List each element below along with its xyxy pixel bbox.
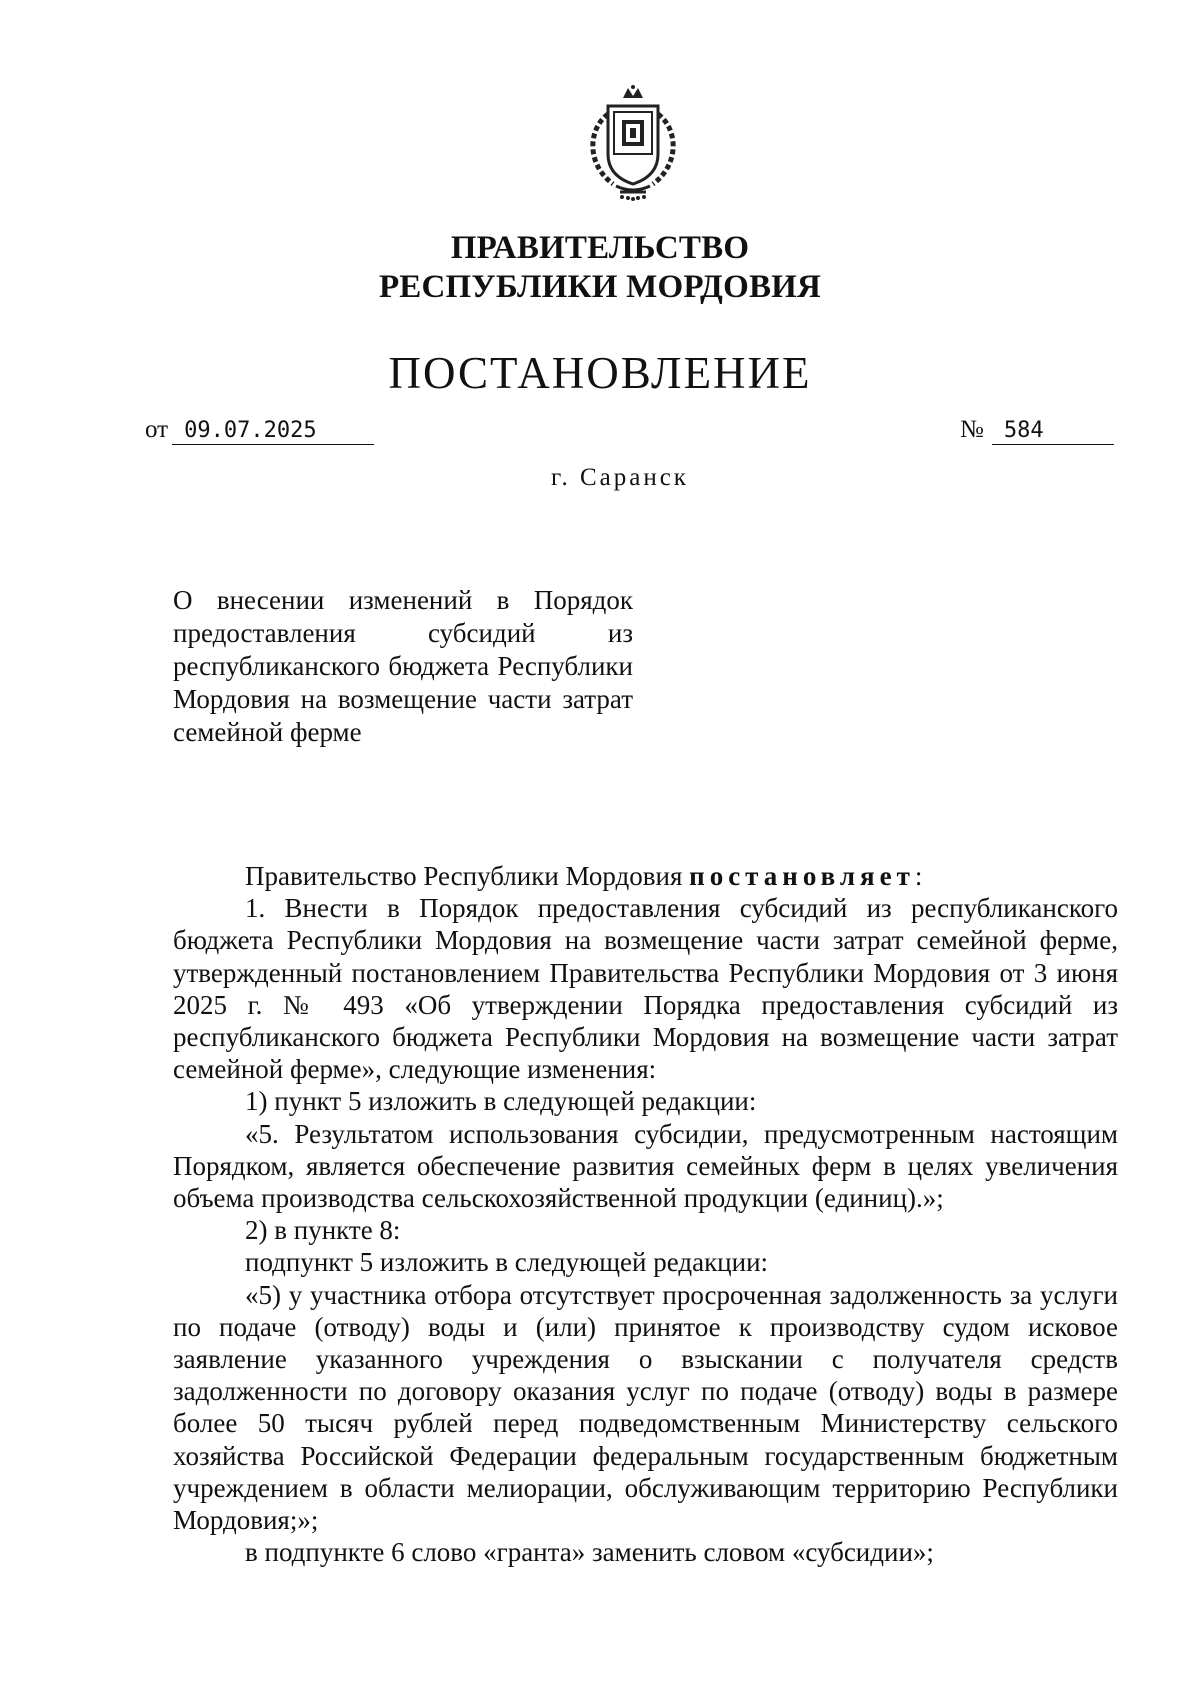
date-line xyxy=(145,415,374,445)
document-body xyxy=(173,860,1118,1568)
number-prefix: № xyxy=(960,416,984,443)
paragraph-1: 1. Внести в Порядок предоставления субсидий из республиканского бюджета Республики Мордовия на возмещение части затрат семейной ферме, утвержденный постановлением Правительства Республики Мордовия от 3 июня 2025 г. № 493 «Об утверждении Порядка предоставления субсидий из республиканского бюджета Республики Мордовия на возмещение части затрат семейной ферме», следующие изменения: xyxy=(173,893,1118,1085)
paragraph-7: в подпункте 6 слово «гранта» заменить словом «субсидии»; xyxy=(245,1537,934,1568)
decree-keyword: постановляет xyxy=(689,861,915,891)
city: г. Саранск xyxy=(551,464,689,491)
org-title-line2: РЕСПУБЛИКИ МОРДОВИЯ xyxy=(378,269,822,305)
paragraph-3: «5. Результатом использования субсидии, предусмотренным настоящим Порядком, является обеспечение развития семейных ферм в целях увеличения объема производства сельскохозяйственной продукции (единиц).»; xyxy=(173,1118,1118,1214)
intro-paragraph: Правительство Республики Мордовия постановляет: xyxy=(245,861,923,891)
document-number: 584 xyxy=(992,418,1114,445)
paragraph-4: 2) в пункте 8: xyxy=(245,1215,401,1246)
coat-of-arms-icon xyxy=(578,84,688,204)
paragraph-5: подпункт 5 изложить в следующей редакции: xyxy=(245,1247,769,1278)
paragraph-2: 1) пункт 5 изложить в следующей редакции: xyxy=(245,1086,757,1117)
document-type: ПОСТАНОВЛЕНИЕ xyxy=(388,348,812,398)
org-title-line1: ПРАВИТЕЛЬСТВО xyxy=(450,230,750,266)
document-subject: О внесении изменений в Порядок предоставления субсидий из республиканского бюджета Республики Мордовия на возмещение части затрат семейной ферме xyxy=(173,585,633,747)
number-line xyxy=(960,415,1114,445)
paragraph-6: «5) у участника отбора отсутствует просроченная задолженность за услуги по подаче (отводу) воды и (или) принятое к производству судом исковое заявление указанного учреждения о взыскании с получателя средств задолженности по договору оказания услуг по подаче (отводу) воды в размере более 50 тысяч рублей перед подведомственным Министерству сельского хозяйства Российской Федерации федеральным государственным бюджетным учреждением в области мелиорации, обслуживающим территорию Республики Мордовия;»; xyxy=(173,1279,1118,1536)
document-date: 09.07.2025 xyxy=(172,418,374,445)
date-prefix: от xyxy=(145,416,169,443)
